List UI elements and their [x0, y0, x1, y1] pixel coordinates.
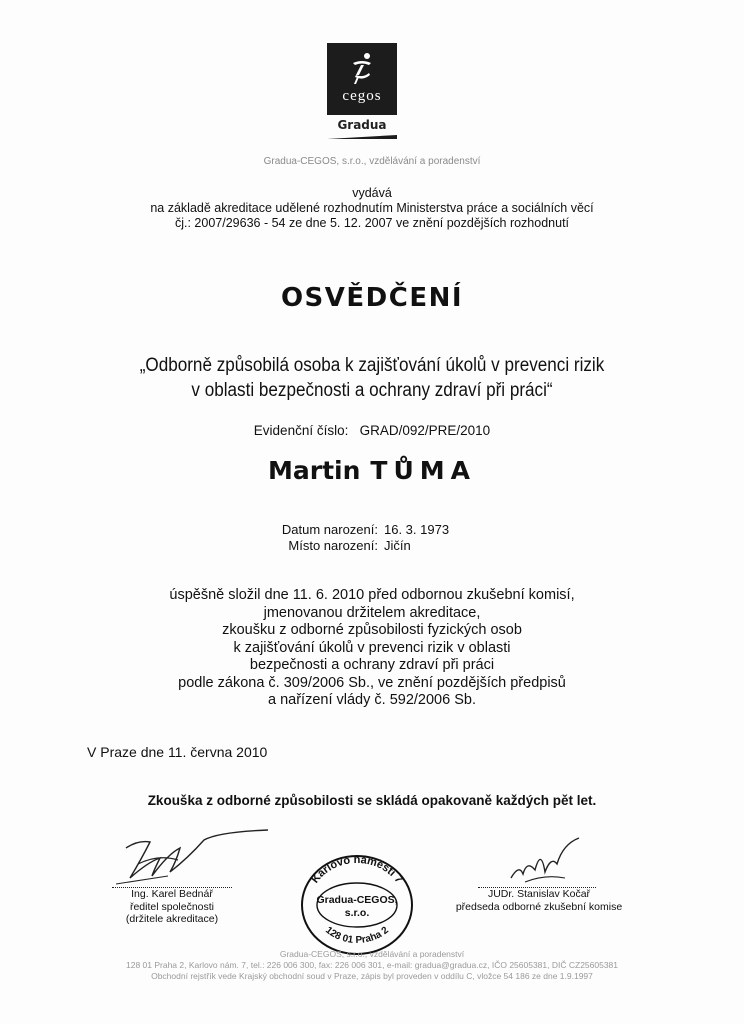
statement-line: zkoušku z odborné způsobilosti fyzických osob [222, 622, 522, 638]
issuer-block [0, 186, 744, 231]
statement-line: úspěšně složil dne 11. 6. 2010 před odbornou zkušební komisí, [169, 587, 575, 603]
issuer-line: na základě akreditace udělené rozhodnutím Ministerstva práce a sociálních věcí [150, 201, 594, 215]
birth-date-label: Datum narození: [281, 522, 378, 537]
footer [0, 949, 744, 982]
signatory-left-role: (držitele akreditace) [125, 913, 219, 925]
surname: TŮMA [370, 456, 476, 485]
cegos-figure-icon [347, 51, 377, 85]
birth-place-value: Jičín [384, 538, 411, 553]
birth-date-value: 16. 3. 1973 [384, 522, 450, 537]
signatory-left-name: Ing. Karel Bednář [131, 888, 213, 900]
svg-text:Karlovo náměstí 7 [309, 854, 405, 886]
course-name [37, 353, 707, 403]
issuer-line: vydává [352, 186, 392, 200]
holder-name [0, 456, 744, 485]
statement-line: jmenovanou držitelem akreditace, [263, 604, 481, 621]
footer-line: Gradua-CEGOS, s.r.o., vzdělávání a poradenství [279, 949, 465, 959]
footer-line: 128 01 Praha 2, Karlovo nám. 7, tel.: 226 006 300, fax: 226 006 301, e-mail: gradua@gradua.cz, IČO 25605381, DIČ CZ25605381 [125, 960, 619, 970]
course-line: „Odborně způsobilá osoba k zajišťování úkolů v prevenci rizik [139, 355, 605, 376]
signature-left-icon [108, 818, 273, 888]
issuer-line: čj.: 2007/29636 - 54 ze dne 5. 12. 2007 ve znění pozdějších rozhodnutí [174, 216, 570, 230]
repeat-note: Zkouška z odborné způsobilosti se skládá opakovaně každých pět let. [147, 793, 597, 808]
place-and-date: V Praze dne 11. června 2010 [87, 744, 268, 760]
statement-line: k zajišťování úkolů v prevenci rizik v oblasti [233, 639, 511, 656]
company-stamp [298, 853, 416, 957]
svg-text:128 01 Praha 2 [323, 925, 391, 946]
footer-line: Obchodní rejstřík vede Krajský obchodní soud v Praze, zápis byl proveden v oddílu C, vložce 54 186 ze dne 1.9.1997 [151, 971, 593, 981]
evidence-number [0, 423, 744, 438]
logo-subtitle: Gradua [337, 118, 387, 132]
signatory-right-role: předseda odborné zkušební komise [455, 900, 623, 913]
stamp-top-text: Karlovo náměstí 7 [309, 854, 405, 886]
logo-word: cegos [342, 88, 382, 104]
company-line: Gradua-CEGOS, s.r.o., vzdělávání a poradenství [263, 156, 481, 167]
birth-place-label: Místo narození: [288, 538, 378, 553]
stamp-company-name: Gradua-CEGOS, [316, 894, 398, 906]
statement-line: bezpečnosti a ochrany zdraví při práci [249, 657, 495, 673]
statement-line: podle zákona č. 309/2006 Sb., ve znění pozdějších předpisů [178, 674, 566, 691]
signature-right-icon [505, 834, 585, 889]
signatory-right [424, 887, 654, 913]
statement-line: a nařízení vlády č. 592/2006 Sb. [268, 692, 476, 708]
course-line: v oblasti bezpečnosti a ochrany zdraví při práci“ [191, 380, 553, 401]
birth-info [200, 522, 544, 554]
signatory-left-role: ředitel společnosti [129, 900, 215, 913]
cegos-logo [327, 43, 397, 115]
evidence-label: Evidenční číslo: [253, 423, 349, 438]
signatory-right-name: JUDr. Stanislav Kočař [487, 888, 591, 900]
certificate-title: OSVĚDČENÍ [280, 283, 464, 313]
exam-statement [0, 587, 744, 710]
stamp-bottom-text: 128 01 Praha 2 [323, 924, 391, 947]
signatory-left [112, 887, 232, 926]
stamp-legal-form: s.r.o. [344, 907, 370, 919]
logo-underline [327, 135, 397, 139]
first-name: Martin [268, 456, 361, 485]
evidence-value: GRAD/092/PRE/2010 [359, 423, 491, 438]
